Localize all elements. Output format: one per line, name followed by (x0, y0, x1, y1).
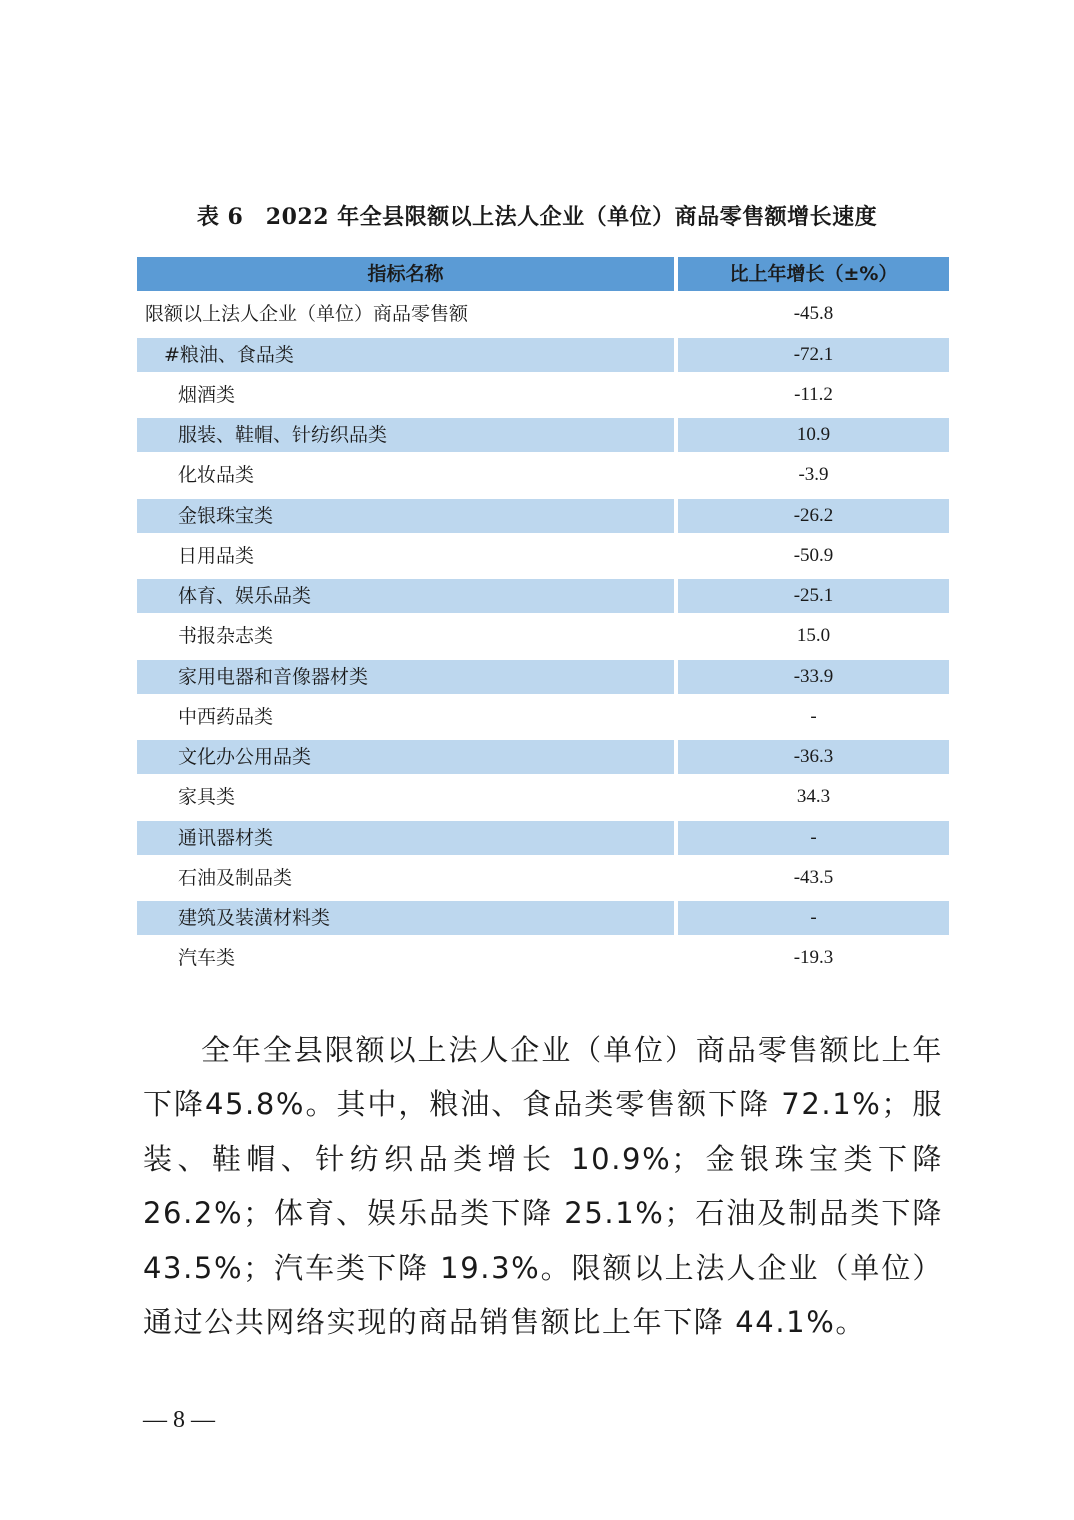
table-row (137, 458, 949, 492)
row-value: - (678, 821, 949, 855)
table-row (137, 378, 949, 412)
row-value: -11.2 (794, 383, 833, 405)
row-name: 书报杂志类 (178, 625, 274, 648)
row-value: -36.3 (678, 740, 949, 774)
table-title: 表 6 2022 年全县限额以上法人企业（单位）商品零售额增长速度 (196, 204, 878, 230)
row-value: -72.1 (678, 338, 949, 372)
row-name: #粮油、食品类 (137, 338, 674, 372)
row-value: -25.1 (678, 579, 949, 613)
row-name: 家具类 (178, 786, 236, 809)
summary-paragraph: 全年全县限额以上法人企业（单位）商品零售额比上年下降45.8%。其中，粮油、食品类零售额下降 72.1%；服装、鞋帽、针纺织品类增长 10.9%；金银珠宝类下降 26.2%；体育、娱乐品类下降 25.1%；石油及制品类下降 43.5%；汽车类下降 19.3%。限额以上法人企业（单位）通过公共网络实现的商品销售额比上年下降 44.1%。 (143, 1033, 943, 1340)
table-row (137, 821, 949, 855)
row-value: -33.9 (678, 660, 949, 694)
row-value: 10.9 (678, 418, 949, 452)
row-name: 服装、鞋帽、针纺织品类 (137, 418, 674, 452)
table-row (137, 941, 949, 975)
row-name: 中西药品类 (178, 705, 274, 728)
table-row (137, 660, 949, 694)
row-name: 化妆品类 (178, 464, 255, 487)
table-row (137, 338, 949, 372)
row-value: 15.0 (796, 625, 831, 647)
header-growth-rate: 比上年增长（±%） (678, 257, 949, 291)
row-value: 34.3 (796, 786, 831, 808)
row-value: - (678, 901, 949, 935)
table-row (137, 579, 949, 613)
row-name: 体育、娱乐品类 (137, 579, 674, 613)
row-name: 建筑及装潢材料类 (137, 901, 674, 935)
table-header-row (137, 257, 949, 291)
table-row (137, 418, 949, 452)
row-value: -3.9 (798, 464, 829, 486)
row-name: 烟酒类 (178, 383, 236, 406)
table-row (137, 297, 949, 331)
row-name: 家用电器和音像器材类 (137, 660, 674, 694)
row-name: 文化办公用品类 (137, 740, 674, 774)
row-value: - (810, 705, 817, 727)
row-name: 汽车类 (178, 947, 236, 970)
header-indicator-name: 指标名称 (137, 257, 674, 291)
table-row (137, 901, 949, 935)
page-number: — 8 — (143, 1407, 215, 1433)
row-value: -45.8 (793, 303, 834, 325)
table-row (137, 499, 949, 533)
row-value: -50.9 (793, 544, 834, 566)
row-name: 日用品类 (178, 544, 255, 567)
row-name: 通讯器材类 (137, 821, 674, 855)
row-name: 金银珠宝类 (137, 499, 674, 533)
table-row (137, 539, 949, 573)
row-value: -19.3 (793, 947, 834, 969)
table-row (137, 740, 949, 774)
table-row (137, 861, 949, 895)
retail-growth-table (137, 257, 949, 982)
row-value: -43.5 (793, 866, 834, 888)
table-row (137, 619, 949, 653)
table-row (137, 700, 949, 734)
table-row (137, 780, 949, 814)
row-name: 石油及制品类 (178, 866, 293, 889)
row-value: -26.2 (678, 499, 949, 533)
row-name: 限额以上法人企业（单位）商品零售额 (145, 303, 469, 326)
